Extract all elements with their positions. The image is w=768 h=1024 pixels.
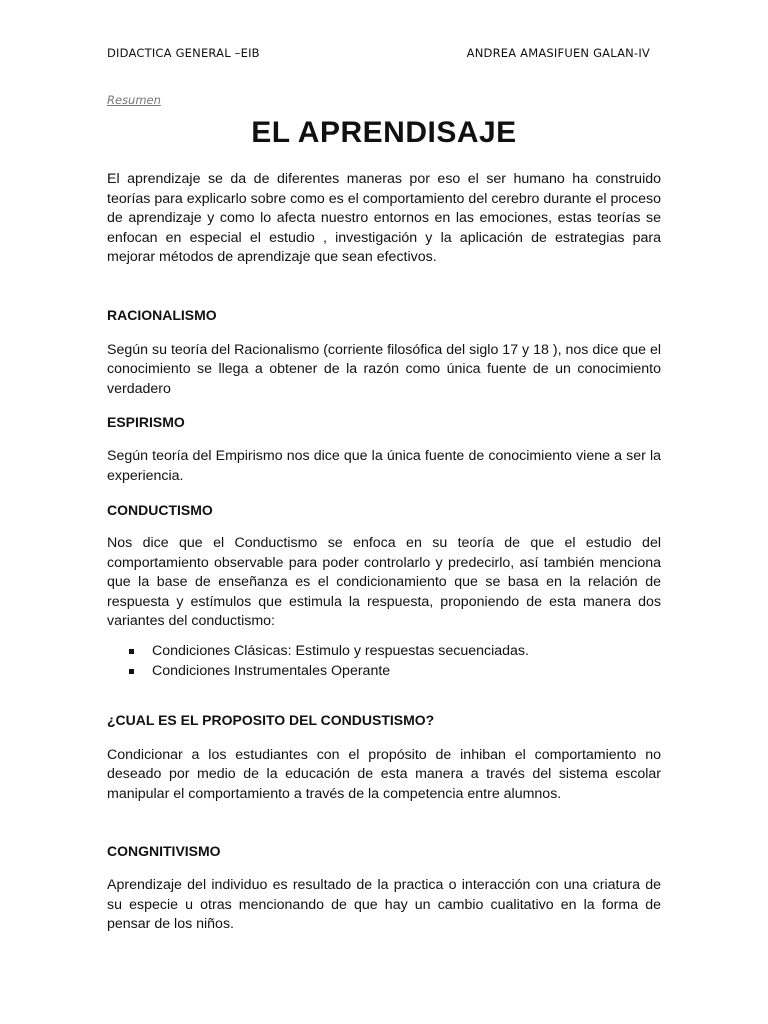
heading-cognitivismo: CONGNITIVISMO: [107, 843, 221, 859]
heading-racionalismo: RACIONALISMO: [107, 306, 217, 323]
heading-conductismo: CONDUCTISMO: [107, 502, 213, 518]
heading-espirismo: ESPIRISMO: [107, 414, 185, 430]
header-author: ANDREA AMASIFUEN GALAN-IV: [466, 46, 650, 60]
paragraph-racionalismo: Según su teoría del Racionalismo (corriente filosófica del siglo 17 y 18 ), nos dice que el conocimiento se llega a obtener de la razón como única fuente de un conocimiento verdadero: [107, 341, 661, 397]
conductismo-bullet-list: [107, 641, 661, 681]
document-title: EL APRENDISAJE: [251, 116, 517, 149]
intro-paragraph: El aprendizaje se da de diferentes maneras por eso el ser humano ha construido teorías para explicarlo sobre como es el comportamiento del cerebro durante el proceso de aprendizaje y como lo afecta nuestro entornos en las emociones, estas teorías se enfocan en especial el estudio , investigación y la aplicación de estrategias para mejorar métodos de aprendizaje que sean efectivos.: [107, 171, 661, 265]
list-item: Condiciones Instrumentales Operante: [107, 661, 661, 681]
paragraph-proposito: Condicionar a los estudiantes con el propósito de inhiban el comportamiento no deseado por medio de la educación de esta manera a través del sistema escolar manipular el comportamiento a través de la competencia entre alumnos.: [107, 746, 661, 802]
heading-proposito: ¿CUAL ES EL PROPOSITO DEL CONDUSTISMO?: [107, 711, 435, 728]
resumen-label: Resumen: [107, 93, 161, 107]
document-body: [107, 170, 661, 935]
list-item: Condiciones Clásicas: Estimulo y respuestas secuenciadas.: [107, 641, 661, 661]
header-course: DIDACTICA GENERAL –EIB: [107, 46, 260, 60]
paragraph-cognitivismo: Aprendizaje del individuo es resultado de la practica o interacción con una criatura de su especie u otras mencionando de que hay un cambio cualitativo en la forma de pensar de los niños.: [107, 877, 661, 932]
paragraph-conductismo: Nos dice que el Conductismo se enfoca en su teoría de que el estudio del comportamiento observable para poder controlarlo y predecirlo, así también menciona que la base de enseñanza es el condicionamiento que se basa en la relación de respuesta y estímulos que estimula la respuesta, proponiendo de esta manera dos variantes del conductismo:: [107, 535, 661, 629]
paragraph-espirismo: Según teoría del Empirismo nos dice que la única fuente de conocimiento viene a ser la experiencia.: [107, 448, 661, 484]
